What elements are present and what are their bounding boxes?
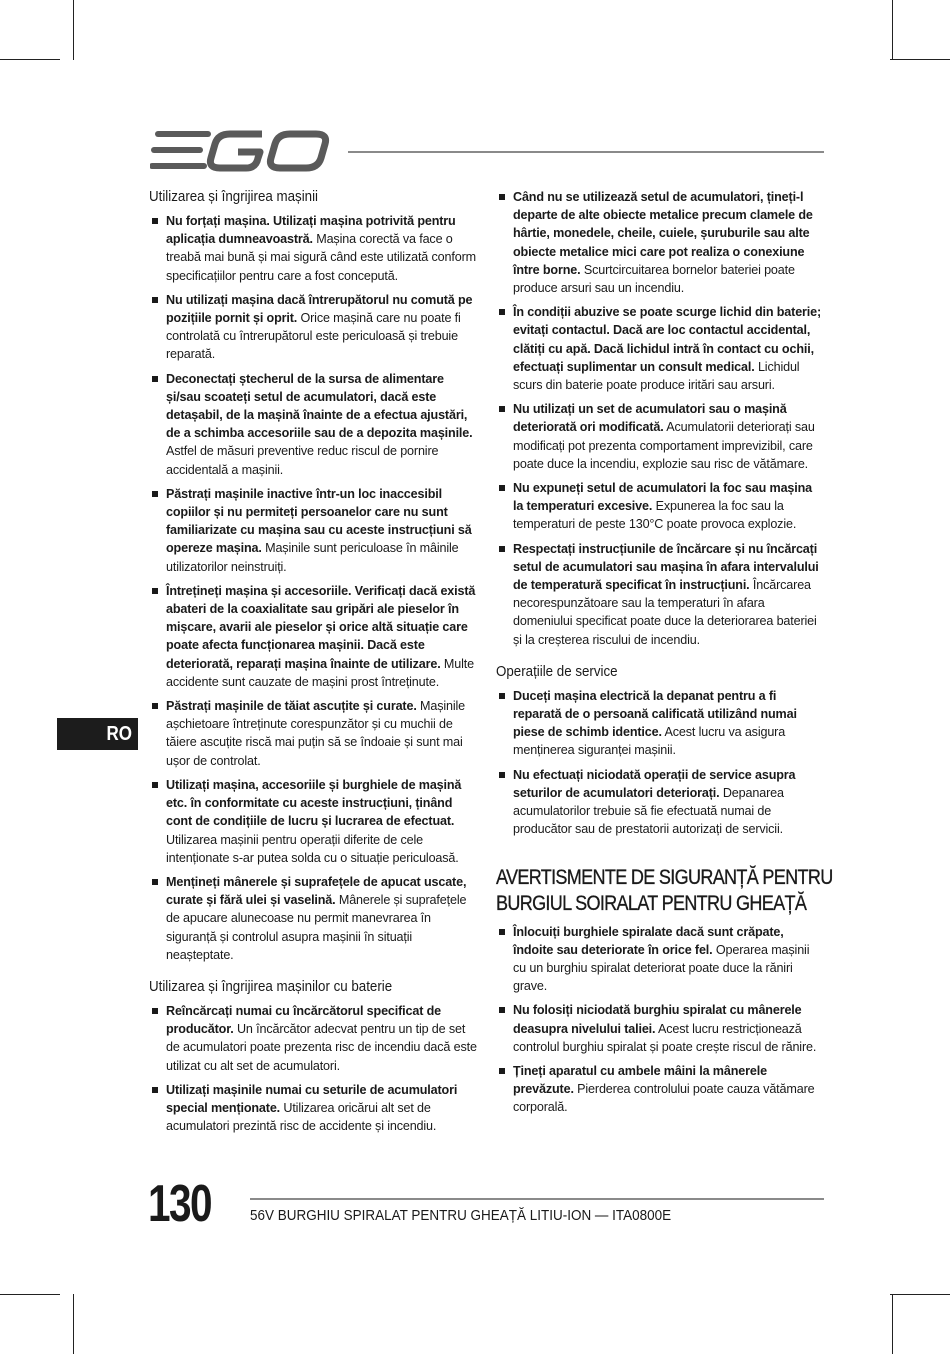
list-item: Întrețineți mașina și accesoriile. Verificați dacă există abateri de la coaxialitate sau gripări ale pieselor în mișcare, avarii ale pieselor și orice altă situație care poate afecta funcționarea mașinii. Dacă este deteriorată, reparați mașina înainte de utilizare. Multe accidente sunt cauzate de mașini prost întreținute.: [149, 582, 477, 691]
language-tab-label: RO: [106, 723, 132, 745]
list-item: Nu utilizați un set de acumulatori sau o mașină deteriorată ori modificată. Acumulatorii deteriorați sau modificați pot prezenta comportament imprevizibil, care poate duce la incendiu, explozie sau risc de vătămare.: [496, 400, 824, 473]
language-tab: [57, 718, 138, 750]
bullet-icon: [499, 1007, 505, 1013]
list-item: Păstrați mașinile inactive într-un loc inaccesibil copiilor și nu permiteți persoanelor care nu sunt familiarizate cu mașina sau cu aceste instrucțiuni să opereze mașina. Mașinile sunt periculoase în mâinile utilizatorilor neinstruiți.: [149, 485, 477, 576]
page-number: 130: [148, 1175, 211, 1233]
crop-mark: [73, 0, 74, 60]
crop-mark: [73, 1294, 74, 1354]
bullet-icon: [499, 1068, 505, 1074]
list-item: Când nu se utilizează setul de acumulatori, țineți-l departe de alte obiecte metalice precum clamele de hârtie, monedele, cheile, cuiele, șuruburile sau alte obiecte metalice mici care pot realiza o conexiune între borne. Scurtcircuitarea bornelor bateriei poate produce arsuri sau un incendiu.: [496, 188, 824, 297]
crop-mark: [890, 59, 950, 60]
bullet-icon: [499, 693, 505, 699]
bullet-icon: [499, 485, 505, 491]
bullet-icon: [152, 1008, 158, 1014]
list-item: Înlocuiți burghiele spiralate dacă sunt crăpate, îndoite sau deteriorate în orice fel. Operarea mașinii cu un burghiu spiralat deteriorat poate duce la răniri grave.: [496, 923, 824, 996]
list-item: Deconectați ștecherul de la sursa de alimentare și/sau scoateți setul de acumulatori, dacă este detașabil, de la mașină înainte de a efectua ajustări, de a schimba accesoriile sau de a depozita mașinile. Astfel de măsuri preventive reduc riscul de pornire accidentală a mașinii.: [149, 370, 477, 479]
list-item: Nu expuneți setul de acumulatori la foc sau mașina la temperaturi excesive. Expunerea la foc sau la temperaturi de peste 130°C poate provoca explozie.: [496, 479, 824, 534]
footer-rule: [250, 1198, 824, 1200]
section-title: Utilizarea și îngrijirea mașinilor cu baterie: [149, 978, 393, 995]
bullet-list: [149, 1002, 477, 1135]
list-item: Reîncărcați numai cu încărcătorul specificat de producător. Un încărcător adecvat pentru un tip de set de acumulatori poate prezenta risc de incendiu dacă este utilizat cu alt set de acumulatori.: [149, 1002, 477, 1075]
crop-mark: [890, 1294, 950, 1295]
bullet-icon: [499, 309, 505, 315]
list-item: Nu efectuați niciodată operații de service asupra seturilor de acumulatori deteriorați. Depanarea acumulatorilor trebuie să fie efectuată numai de producător sau de prestatorii autorizați de servicii.: [496, 766, 824, 839]
bullet-list: [496, 687, 824, 839]
bullet-icon: [499, 194, 505, 200]
bullet-icon: [152, 376, 158, 382]
section-title: Utilizarea și îngrijirea mașinii: [149, 189, 319, 205]
list-item: Păstrați mașinile de tăiat ascuțite și curate. Mașinile așchietoare întreținute corespunzător și cu muchii de tăiere ascuțite riscă mai puțin să se îndoaie și sunt mai ușor de controlat.: [149, 697, 477, 770]
left-column: [149, 188, 477, 1141]
list-item: Utilizați mașinile numai cu seturile de acumulatori special menționate. Utilizarea oricărui alt set de acumulatori prezintă risc de accidente și incendiu.: [149, 1081, 477, 1136]
bullet-icon: [152, 782, 158, 788]
list-item: Nu forțați mașina. Utilizați mașina potrivită pentru aplicația dumneavoastră. Mașina corectă va face o treabă mai bună și mai sigură când este utilizată conform specificațiilor pentru care a fost concepută.: [149, 212, 477, 285]
bullet-list: [496, 923, 824, 1117]
list-item: Țineți aparatul cu ambele mâini la mânerele prevăzute. Pierderea controlului poate cauza vătămare corporală.: [496, 1062, 824, 1117]
bullet-icon: [499, 406, 505, 412]
crop-mark: [0, 1294, 60, 1295]
list-item: Utilizați mașina, accesoriile și burghiele de mașină etc. în conformitate cu aceste instrucțiuni, ținând cont de condițiile de lucru și lucrarea de efectuat. Utilizarea mașinii pentru operații diferite de cele intenționate s-ar putea solda cu o situație periculoasă.: [149, 776, 477, 867]
bullet-icon: [152, 218, 158, 224]
warning-heading-line: BURGIUL SOIRALAT PENTRU GHEAȚĂ: [496, 891, 807, 915]
bullet-icon: [152, 1087, 158, 1093]
footer-title: 56V BURGHIU SPIRALAT PENTRU GHEAȚĂ LITIU-ION — ITA0800E: [250, 1208, 672, 1224]
crop-mark: [892, 0, 893, 60]
crop-mark: [0, 59, 60, 60]
crop-mark: [892, 1294, 893, 1354]
bullet-icon: [499, 929, 505, 935]
bullet-icon: [152, 491, 158, 497]
bullet-icon: [152, 703, 158, 709]
right-column: [496, 188, 833, 1123]
header-rule: [348, 151, 824, 153]
warning-heading-line: AVERTISMENTE DE SIGURANȚĂ PENTRU: [496, 865, 833, 889]
bullet-icon: [499, 772, 505, 778]
list-item: Mențineți mânerele și suprafețele de apucat uscate, curate și fără ulei și vaselină. Mânerele și suprafețele de apucare alunecoase nu permit manevrarea în siguranță și controlul asupra mașinii în situații neașteptate.: [149, 873, 477, 964]
list-item: În condiții abuzive se poate scurge lichid din baterie; evitați contactul. Dacă are loc contactul accidental, clătiți cu apă. Dacă lichidul intră în contact cu ochii, efectuați suplimentar un consult medical. Lichidul scurs din baterie poate produce iritări sau arsuri.: [496, 303, 824, 394]
bullet-icon: [152, 588, 158, 594]
bullet-icon: [152, 297, 158, 303]
bullet-icon: [499, 546, 505, 552]
bullet-icon: [152, 879, 158, 885]
bullet-list: [496, 188, 824, 649]
bullet-list: [149, 212, 477, 964]
section-title: Operațiile de service: [496, 663, 618, 680]
list-item: Nu folosiți niciodată burghiu spiralat cu mânerele deasupra nivelului taliei. Acest lucru restricționează controlul burghiu spiralat și poate crește riscul de rănire.: [496, 1001, 824, 1056]
list-item: Duceți mașina electrică la depanat pentru a fi reparată de o persoană calificată utilizând numai piese de schimb identice. Acest lucru va asigura menținerea siguranței mașinii.: [496, 687, 824, 760]
list-item: Respectați instrucțiunile de încărcare și nu încărcați setul de acumulatori sau mașina în afara intervalului de temperatură specificat în instrucțiuni. Încărcarea necorespunzătoare sau la temperaturi în afara domeniului specificat poate duce la deteriorarea bateriei și la creșterea riscului de incendiu.: [496, 540, 824, 649]
warning-heading: [496, 865, 833, 917]
list-item: Nu utilizați mașina dacă întrerupătorul nu comută pe pozițiile pornit și oprit. Orice mașină care nu poate fi controlată cu întrerupătorul este periculoasă și trebuie reparată.: [149, 291, 477, 364]
ego-logo: [150, 130, 330, 172]
